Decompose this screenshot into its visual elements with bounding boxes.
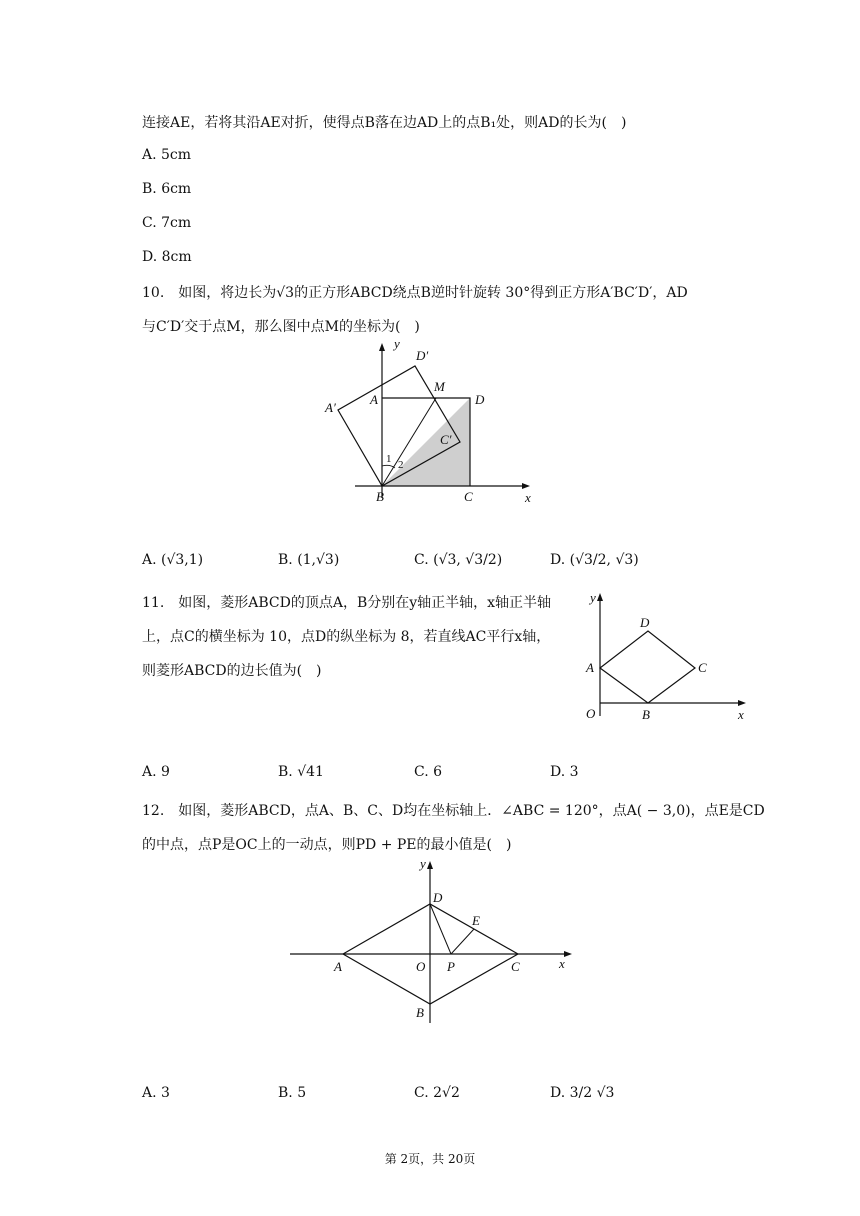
q11-label: O [586,706,596,721]
q11-label: B [642,707,650,722]
q12-option-d: D. 3/2 √3 [550,1085,615,1101]
q11-figure [580,588,760,726]
q9-option-a: A. 5cm [142,147,192,163]
q11-label: A [586,660,594,675]
q12-label: B [416,1005,424,1020]
q11-text-line3: 则菱形ABCD的边长值为( ) [142,663,322,679]
q10-shaded-region [382,398,470,486]
q10-label: 1 [386,453,392,465]
q12-text-line2: 的中点，点P是OC上的一动点，则PD + PE的最小值是( ) [142,837,512,853]
q10-label: B [376,489,384,504]
q10-label: C [464,489,473,504]
q11-label: D [640,615,650,630]
q11-text-line1: 11. 如图，菱形ABCD的顶点A，B分别在y轴正半轴，x轴正半轴 [142,595,552,611]
q11-option-d: D. 3 [550,764,579,780]
q10-text-line2: 与C′D′交于点M，那么图中点M的坐标为( ) [142,319,420,335]
q12-label: C [511,959,520,974]
q12-label: y [420,856,426,871]
q12-option-a: A. 3 [142,1085,170,1101]
q12-label: P [447,959,455,974]
q10-label: C′ [440,432,452,447]
q11-label: C [698,660,707,675]
q9-option-c: C. 7cm [142,215,192,231]
q10-option-d: D. (√3/2, √3) [550,552,639,568]
q10-option-b: B. (1,√3) [278,552,340,568]
q12-figure [288,858,578,1028]
q12-label: A [334,959,342,974]
q12-label: D [433,890,443,905]
q12-label: E [472,913,480,928]
q10-option-a: A. (√3,1) [142,552,204,568]
q11-option-c: C. 6 [414,764,443,780]
page-footer: 第 2页，共 20页 [384,1152,476,1166]
q12-label: x [559,956,565,971]
q12-option-b: B. 5 [278,1085,307,1101]
q10-figure [320,338,540,508]
q9-option-d: D. 8cm [142,249,192,265]
q11-label: x [738,707,744,722]
q10-label: A′ [325,400,336,415]
q9-text: 连接AE，若将其沿AE对折，使得点B落在边AD上的点B₁处，则AD的长为( ) [142,115,627,131]
q11-text-line2: 上，点C的横坐标为 10，点D的纵坐标为 8，若直线AC平行x轴， [142,629,551,645]
q10-label: y [394,336,400,351]
q12-option-c: C. 2√2 [414,1085,460,1101]
q10-label: D [475,392,485,407]
q10-label: A [370,392,378,407]
q11-option-a: A. 9 [142,764,170,780]
q10-text-line1: 10. 如图，将边长为√3的正方形ABCD绕点B逆时针旋转 30°得到正方形A′BC′D′，AD [142,285,688,301]
q10-option-c: C. (√3, √3/2) [414,552,503,568]
q10-label: D′ [416,348,429,363]
q11-label: y [590,590,596,605]
q10-label: 2 [398,459,404,471]
q12-label: O [416,959,426,974]
q12-text-line1: 12. 如图，菱形ABCD，点A、B、C、D均在坐标轴上．∠ABC = 120°，点A( − 3,0)，点E是CD [142,803,765,819]
q10-label: M [434,379,445,394]
q9-option-b: B. 6cm [142,181,192,197]
q11-option-b: B. √41 [278,764,324,780]
q10-label: x [525,490,531,505]
